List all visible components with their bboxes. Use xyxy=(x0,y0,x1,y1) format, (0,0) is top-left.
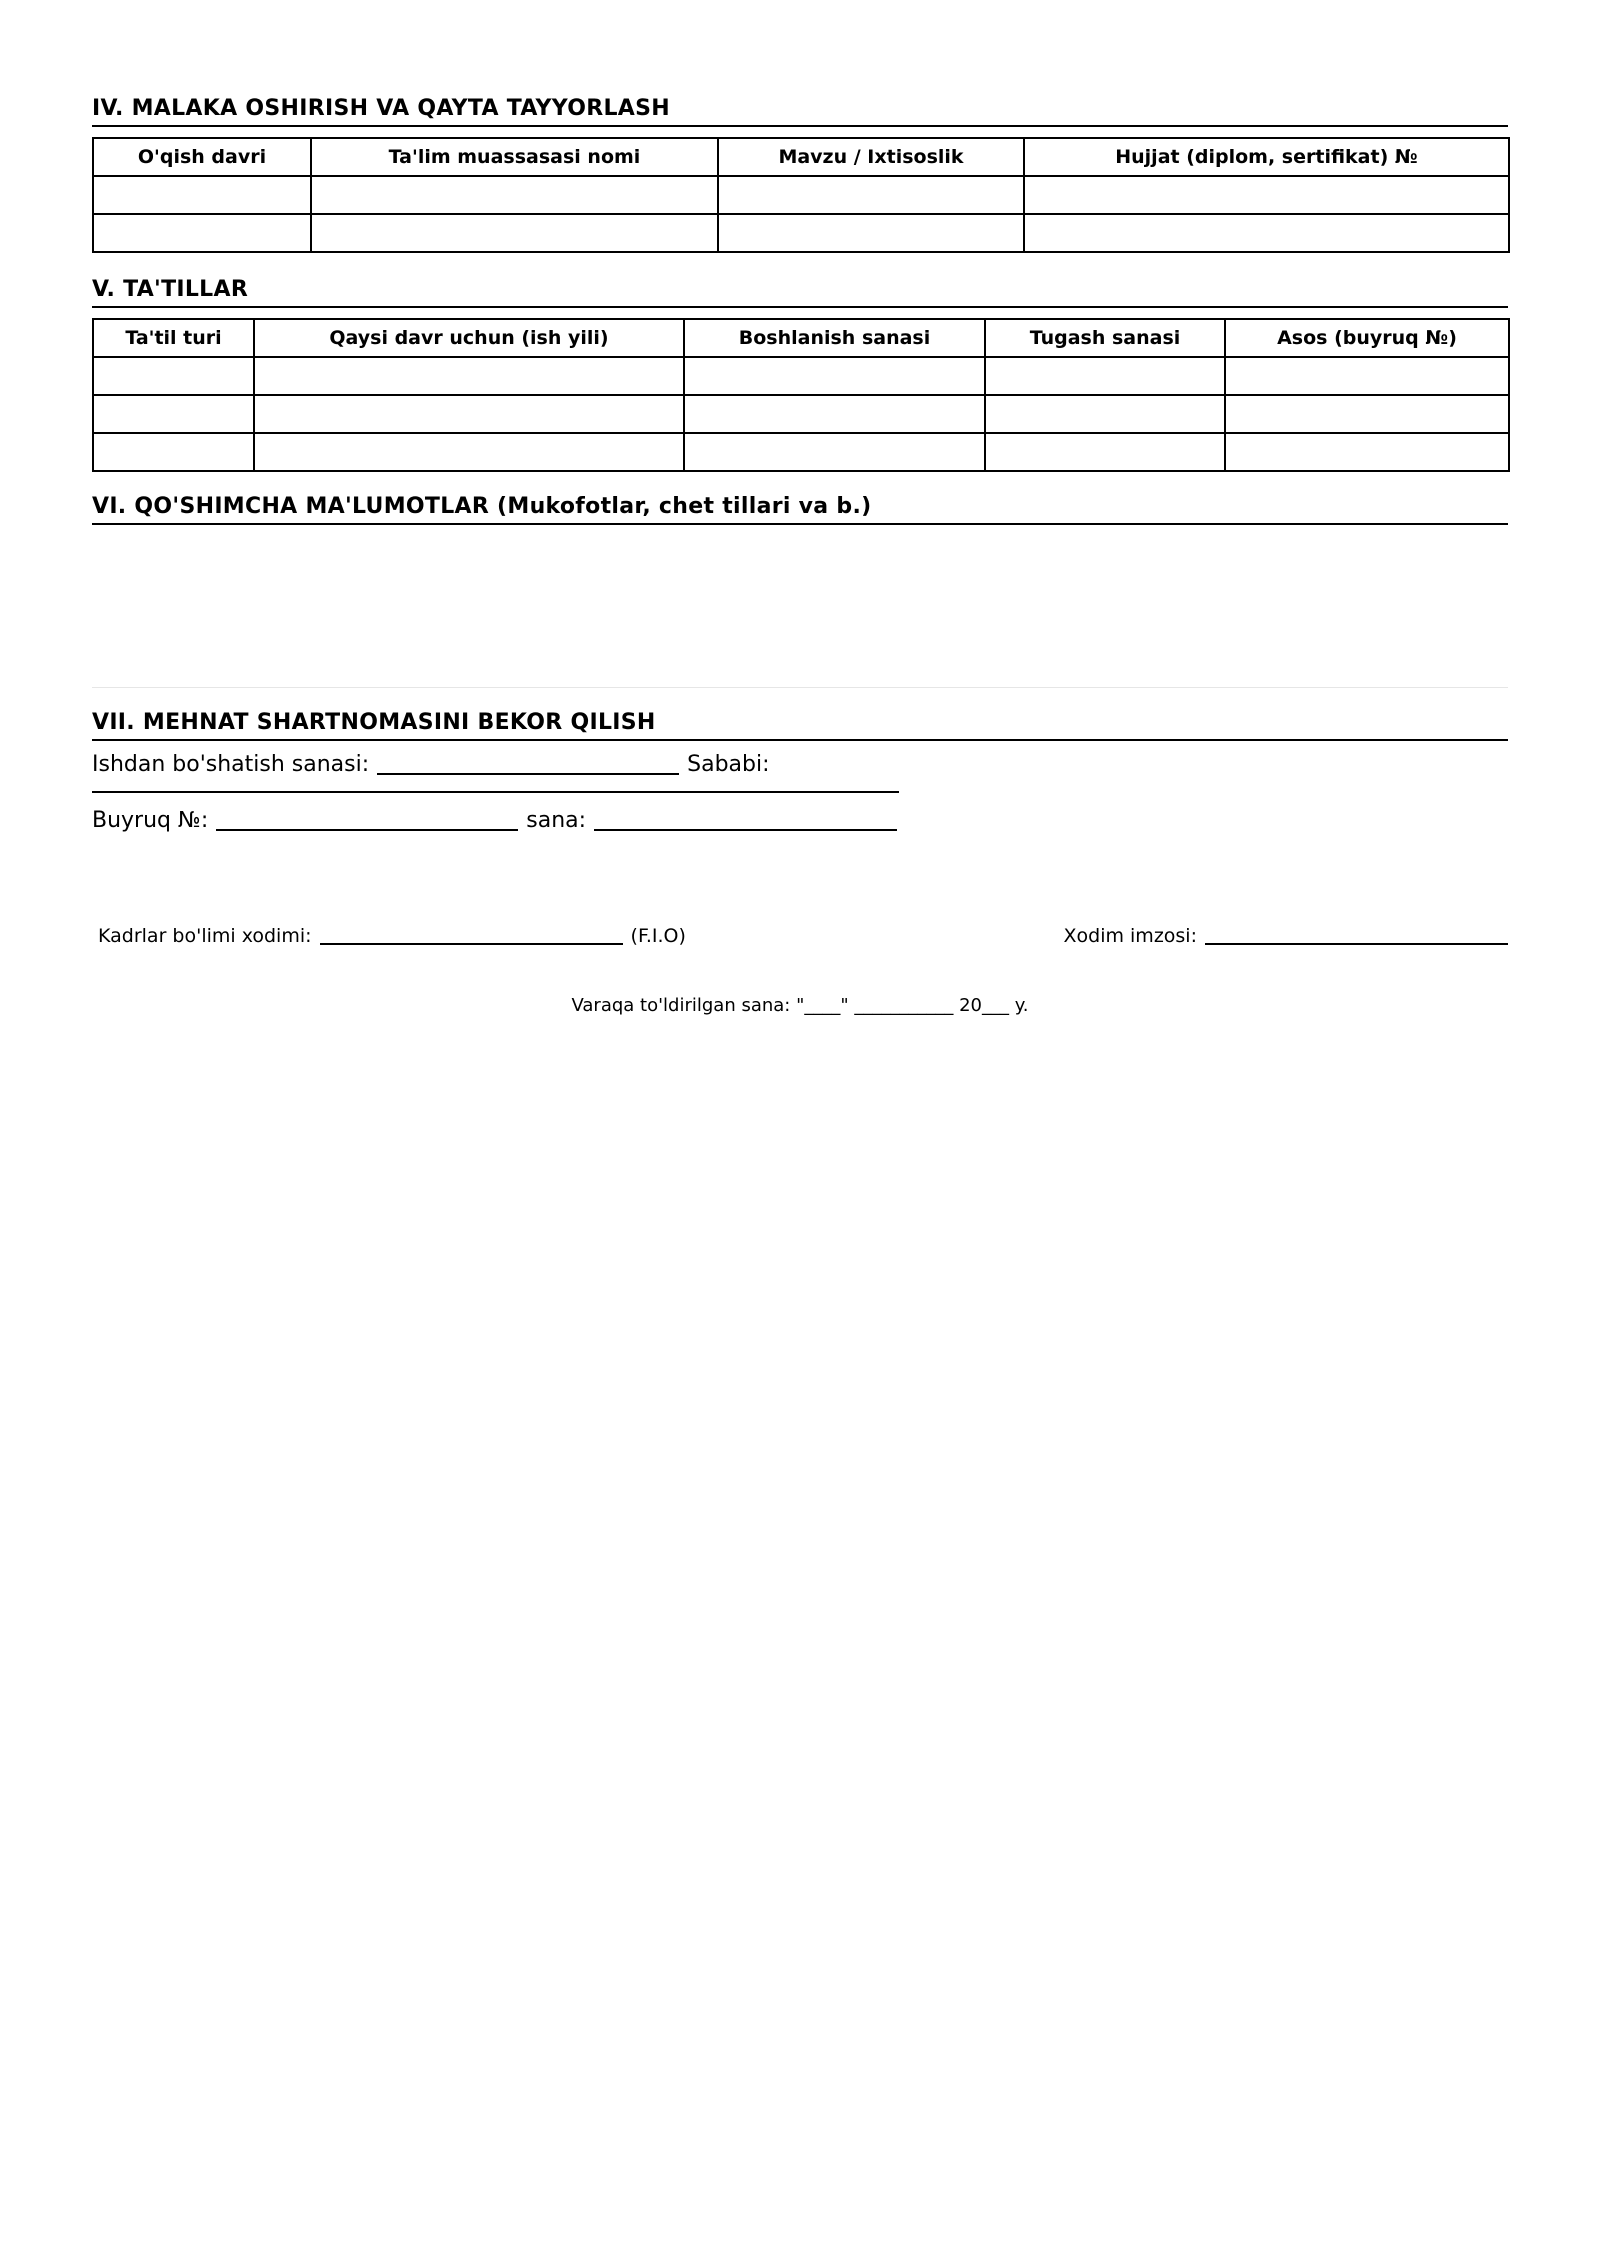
hr-signature xyxy=(98,923,686,948)
table-cell[interactable] xyxy=(985,433,1225,471)
section-title-termination: VII. MEHNAT SHARTNOMASINI BEKOR QILISH xyxy=(92,710,1508,741)
section-additional-info xyxy=(92,494,1508,688)
table-cell[interactable] xyxy=(93,357,254,395)
table-cell[interactable] xyxy=(311,214,718,252)
table-cell[interactable] xyxy=(684,395,985,433)
table-cell[interactable] xyxy=(93,395,254,433)
table-cell[interactable] xyxy=(1225,433,1509,471)
table-cell[interactable] xyxy=(1225,395,1509,433)
table-row xyxy=(93,357,1509,395)
section-training xyxy=(92,96,1508,253)
employee-signature xyxy=(1064,923,1509,948)
column-header: Ta'lim muassasasi nomi xyxy=(311,138,718,176)
employee-signature-field[interactable] xyxy=(1205,923,1508,945)
table-row xyxy=(93,433,1509,471)
table-row xyxy=(93,395,1509,433)
column-header: Asos (buyruq №) xyxy=(1225,319,1509,357)
order-date-field[interactable] xyxy=(594,807,897,831)
table-header-row xyxy=(93,138,1509,176)
column-header: Tugash sanasi xyxy=(985,319,1225,357)
table-cell[interactable] xyxy=(311,176,718,214)
hr-employee-field[interactable] xyxy=(320,923,623,945)
table-cell[interactable] xyxy=(1024,176,1509,214)
dismissal-date-label: Ishdan bo'shatish sanasi: xyxy=(92,752,370,777)
table-cell[interactable] xyxy=(254,433,684,471)
table-cell[interactable] xyxy=(1024,214,1509,252)
table-cell[interactable] xyxy=(718,176,1024,214)
fio-label: (F.I.O) xyxy=(630,925,686,947)
dismissal-date-field[interactable] xyxy=(377,751,679,775)
table-header-row xyxy=(93,319,1509,357)
table-cell[interactable] xyxy=(93,433,254,471)
reason-field[interactable] xyxy=(92,791,899,793)
table-cell[interactable] xyxy=(985,395,1225,433)
column-header: Boshlanish sanasi xyxy=(684,319,985,357)
section-vacations xyxy=(92,277,1508,472)
section-title-additional-info: VI. QO'SHIMCHA MA'LUMOTLAR (Mukofotlar, chet tillari va b.) xyxy=(92,494,1508,525)
training-table xyxy=(92,137,1510,253)
order-date-label: sana: xyxy=(526,808,587,833)
section-title-vacations: V. TA'TILLAR xyxy=(92,277,1508,308)
table-cell[interactable] xyxy=(718,214,1024,252)
order-row xyxy=(92,807,1508,835)
document-page xyxy=(92,96,1508,1017)
table-row xyxy=(93,214,1509,252)
order-number-label: Buyruq №: xyxy=(92,808,209,833)
table-cell[interactable] xyxy=(1225,357,1509,395)
order-number-field[interactable] xyxy=(216,807,518,831)
section-title-training: IV. MALAKA OSHIRISH VA QAYTA TAYYORLASH xyxy=(92,96,1508,127)
table-row xyxy=(93,176,1509,214)
table-cell[interactable] xyxy=(985,357,1225,395)
table-cell[interactable] xyxy=(93,176,311,214)
column-header: Qaysi davr uchun (ish yili) xyxy=(254,319,684,357)
table-cell[interactable] xyxy=(254,395,684,433)
column-header: O'qish davri xyxy=(93,138,311,176)
table-cell[interactable] xyxy=(684,433,985,471)
hr-employee-label: Kadrlar bo'limi xodimi: xyxy=(98,925,312,947)
table-cell[interactable] xyxy=(93,214,311,252)
table-cell[interactable] xyxy=(254,357,684,395)
dismissal-row xyxy=(92,751,1508,779)
reason-label: Sababi: xyxy=(687,752,770,777)
column-header: Ta'til turi xyxy=(93,319,254,357)
column-header: Hujjat (diplom, sertifikat) № xyxy=(1024,138,1509,176)
column-header: Mavzu / Ixtisoslik xyxy=(718,138,1024,176)
signature-row xyxy=(92,923,1508,948)
section-contract-termination xyxy=(92,710,1508,835)
additional-info-area[interactable] xyxy=(92,525,1508,688)
table-cell[interactable] xyxy=(684,357,985,395)
employee-signature-label: Xodim imzosi: xyxy=(1063,925,1197,947)
vacations-table xyxy=(92,318,1510,472)
filled-date-footer: Varaqa to'ldirilgan sana: "____" ___________ 20___ y. xyxy=(571,995,1029,1016)
